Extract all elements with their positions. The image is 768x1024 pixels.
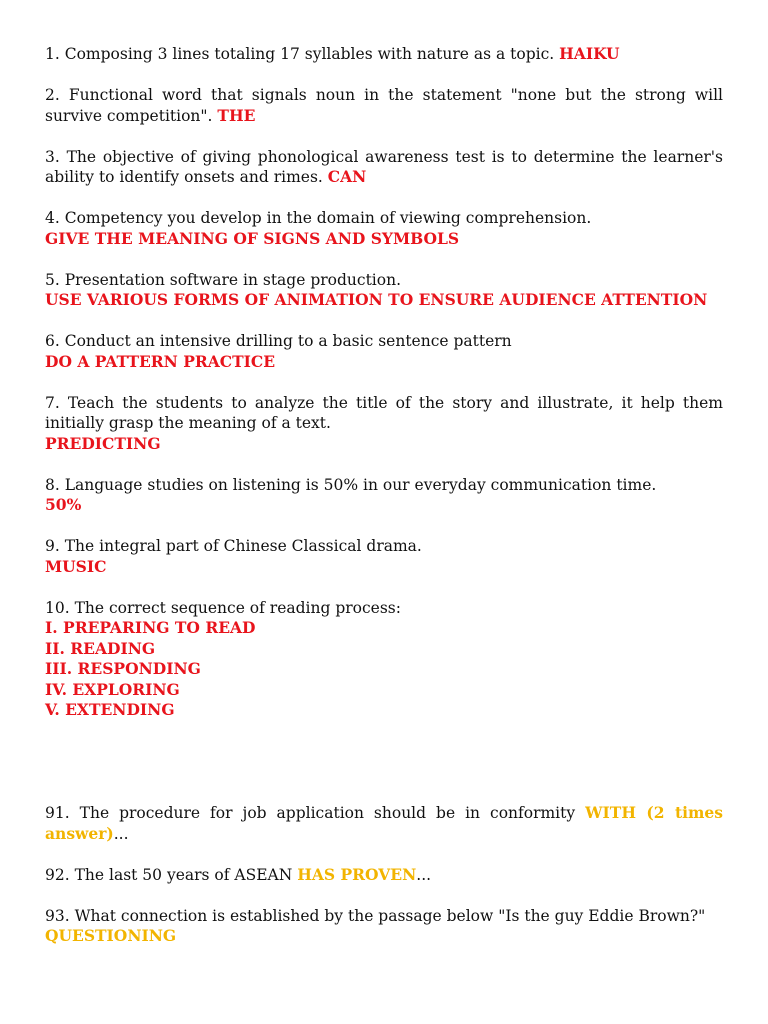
question-8-text: 8. Language studies on listening is 50% in our everyday communication time. bbox=[45, 475, 657, 494]
question-3-text: 3. The objective of giving phonological awareness test is to determine the learner's ability to identify onsets and rimes. bbox=[45, 147, 723, 186]
question-2 bbox=[45, 85, 723, 126]
answer-4: GIVE THE MEANING OF SIGNS AND SYMBOLS bbox=[45, 228, 460, 248]
question-92-tail: ... bbox=[416, 865, 432, 884]
answer-3: CAN bbox=[327, 167, 367, 186]
question-10 bbox=[45, 598, 723, 721]
question-3 bbox=[45, 147, 723, 188]
answer-7: PREDICTING bbox=[45, 433, 161, 453]
answer-10-step-2: II. READING bbox=[45, 638, 156, 658]
question-91-tail: ... bbox=[113, 824, 129, 843]
question-1-text: 1. Composing 3 lines totaling 17 syllables with nature as a topic. bbox=[45, 45, 555, 63]
answer-5: USE VARIOUS FORMS OF ANIMATION TO ENSURE AUDIENCE ATTENTION bbox=[45, 290, 708, 309]
answer-10-step-4: IV. EXPLORING bbox=[45, 679, 180, 699]
question-2-text: 2. Functional word that signals noun in the statement "none but the strong will survive competition". bbox=[45, 86, 723, 125]
question-6-text: 6. Conduct an intensive drilling to a basic sentence pattern bbox=[45, 332, 512, 350]
question-5 bbox=[45, 270, 723, 311]
question-93-text: 93. What connection is established by the passage below "Is the guy Eddie Brown?" bbox=[45, 906, 706, 925]
question-9 bbox=[45, 536, 723, 577]
question-6 bbox=[45, 331, 723, 372]
answer-93: QUESTIONING bbox=[45, 926, 177, 945]
question-91 bbox=[45, 803, 723, 844]
question-9-text: 9. The integral part of Chinese Classical drama. bbox=[45, 537, 422, 555]
answer-10-step-1: I. PREPARING TO READ bbox=[45, 618, 256, 637]
question-1 bbox=[45, 44, 723, 65]
question-92 bbox=[45, 865, 723, 886]
question-7-text: 7. Teach the students to analyze the title of the story and illustrate, it help them initially grasp the meaning of a text. bbox=[45, 393, 723, 432]
document-page bbox=[45, 44, 723, 967]
question-10-text: 10. The correct sequence of reading process: bbox=[45, 598, 401, 617]
section-gap bbox=[45, 741, 723, 803]
question-4 bbox=[45, 208, 723, 249]
answer-10-step-3: III. RESPONDING bbox=[45, 659, 201, 678]
answer-2: THE bbox=[217, 105, 256, 125]
answer-91: WITH (2 times answer) bbox=[45, 803, 723, 843]
question-5-text: 5. Presentation software in stage production. bbox=[45, 270, 401, 289]
question-4-text: 4. Competency you develop in the domain of viewing comprehension. bbox=[45, 209, 592, 227]
answer-6: DO A PATTERN PRACTICE bbox=[45, 351, 276, 371]
question-91-text: 91. The procedure for job application should be in conformity bbox=[45, 804, 576, 822]
answer-1: HAIKU bbox=[559, 44, 620, 63]
answer-92: HAS PROVEN bbox=[297, 864, 417, 884]
question-8 bbox=[45, 475, 723, 516]
question-92-text: 92. The last 50 years of ASEAN bbox=[45, 865, 293, 884]
question-7 bbox=[45, 393, 723, 455]
answer-8: 50% bbox=[45, 495, 82, 514]
answer-9: MUSIC bbox=[45, 556, 107, 576]
question-93 bbox=[45, 906, 723, 947]
answer-10-step-5: V. EXTENDING bbox=[45, 700, 175, 719]
